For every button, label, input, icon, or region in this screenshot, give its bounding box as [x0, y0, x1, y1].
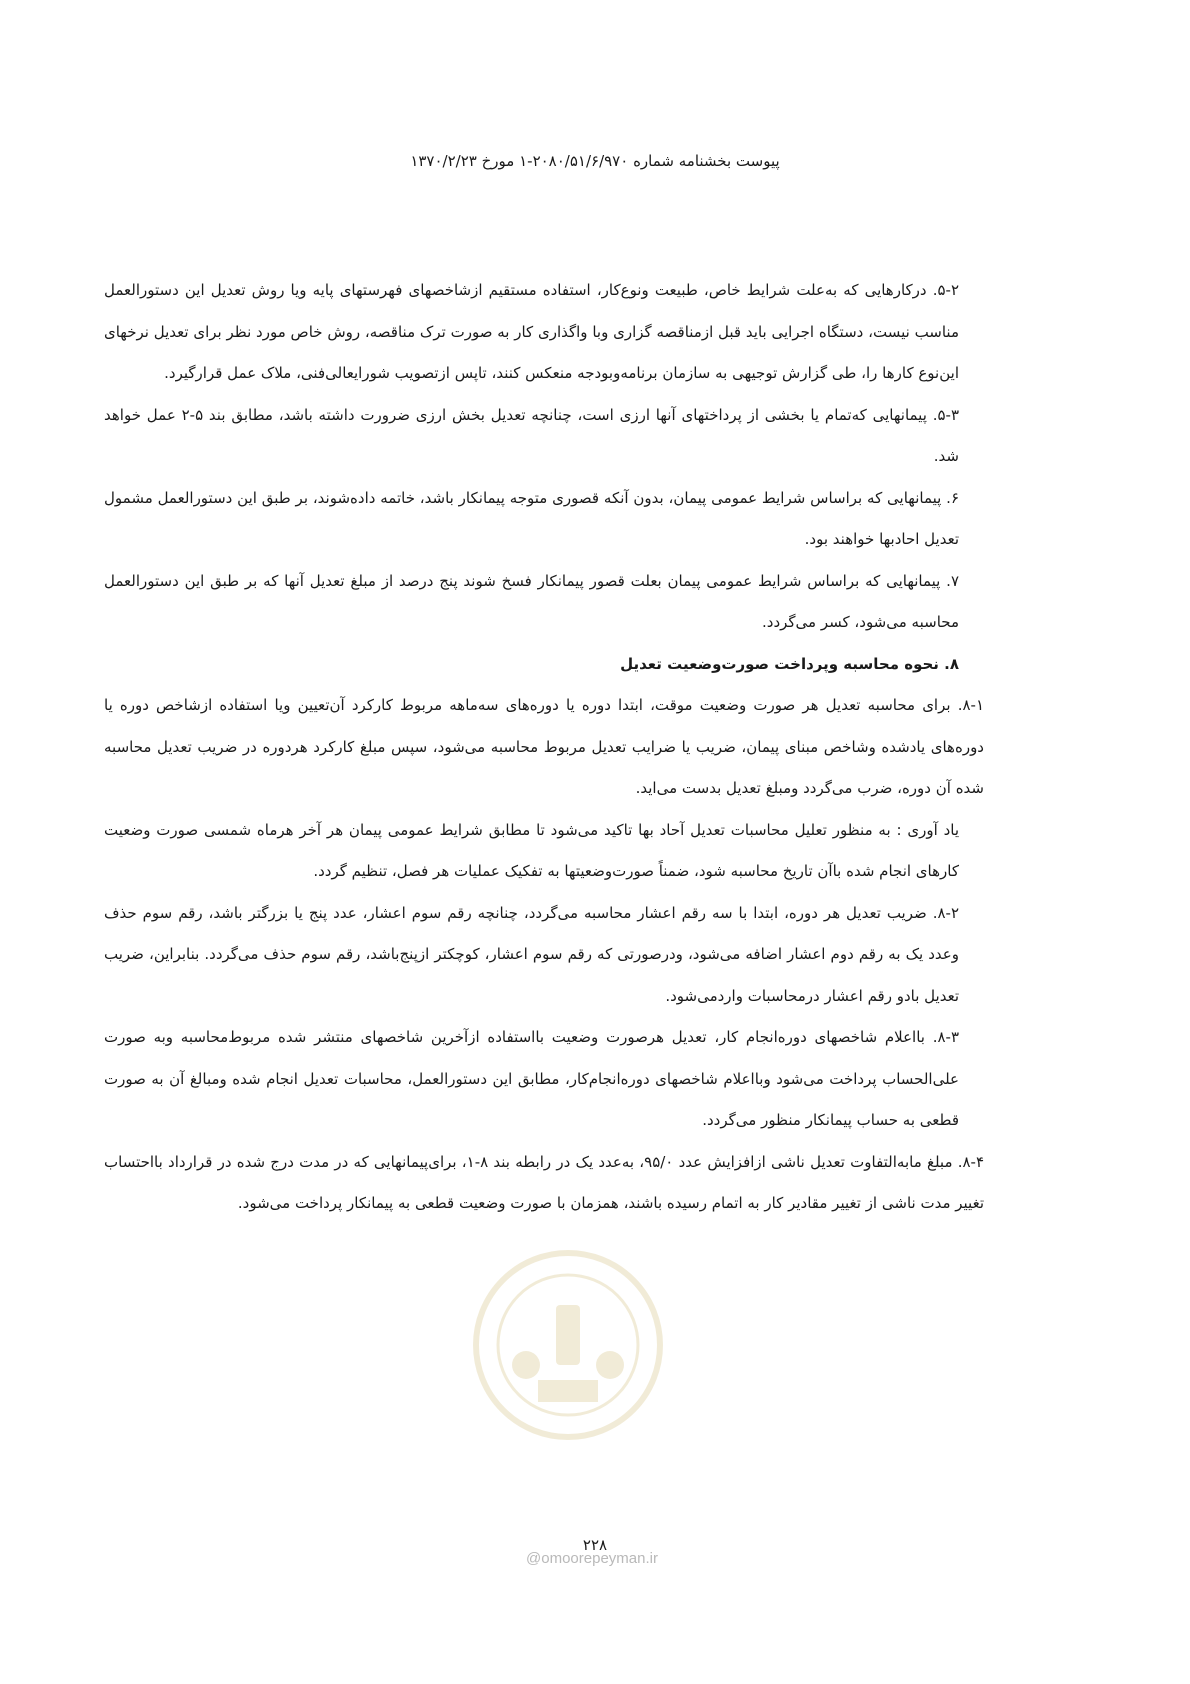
document-body: [104, 270, 984, 1225]
reminder-note: یاد آوری : به منظور تعلیل محاسبات تعدیل آحاد بها تاکید می‌شود تا مطابق شرایط عمومی پیمان هر آخر هرماه شمسی صورت وضعیت کارهای انجام شده باآن تاریخ محاسبه شود، ضمناً صورت‌وضعیتها به تفکیک عملیات هر فصل، تنظیم گردد.: [104, 820, 959, 880]
section-heading-8: ۸. نحوه محاسبه وپرداخت صورت‌وضعیت تعدیل: [620, 654, 959, 673]
page-number: ۲۲۸: [582, 1536, 608, 1554]
paragraph-8-3: ۸-۳. بااعلام شاخصهای دوره‌انجام کار، تعدیل هرصورت وضعیت بااستفاده ازآخرین شاخصهای منتشر شده مربوط‌محاسبه وبه صورت علی‌الحساب پرداخت می‌شود وبااعلام شاخصهای دوره‌انجام‌کار، مطابق این دستورالعمل، محاسبات تعدیل انجام شده ومبالغ آن به صورت قطعی به حساب پیمانکار منظور می‌گردد.: [104, 1028, 959, 1129]
paragraph-8-1: ۸-۱. برای محاسبه تعدیل هر صورت وضعیت موقت، ابتدا دوره یا دوره‌های سه‌ماهه مربوط کارکرد آن‌تعیین ویا استفاده ازشاخص دوره یا دوره‌های یادشده وشاخص مبنای پیمان، ضریب یا ضرایب تعدیل مربوط محاسبه می‌شود، سپس مبلغ کارکرد هردوره در ضریب تعدیل محاسبه شده آن دوره، ضرب می‌گردد ومبلغ تعدیل بدست می‌اید.: [104, 696, 984, 797]
paragraph-5-2: ۵-۲. درکارهایی که به‌علت شرایط خاص، طبیعت ونوع‌کار، استفاده مستقیم ازشاخصهای فهرستهای پایه ویا روش تعدیل این دستورالعمل مناسب نیست، دستگاه اجرایی باید قبل ازمناقصه گزاری وبا واگذاری کار به صورت ترک مناقصه، روش خاص مورد نظر برای تعدیل نرخهای این‌نوع کارها را، طی گزارش توجیهی به سازمان برنامه‌وبودجه منعکس کنند، تاپس ازتصویب شورایعالی‌فنی، ملاک عمل قرارگیرد.: [104, 281, 959, 382]
paragraph-5-3: ۵-۳. پیمانهایی که‌تمام یا بخشی از پرداختهای آنها ارزی است، چنانچه تعدیل بخش ارزی ضرورت داشته باشد، مطابق بند ۵-۲ عمل خواهد شد.: [104, 405, 959, 465]
watermark-seal-icon: [468, 1245, 668, 1445]
watermark-url: @omoorepeyman.ir: [526, 1550, 658, 1567]
paragraph-8-4: ۸-۴. مبلغ مابه‌التفاوت تعدیل ناشی ازافزایش عدد ۹۵/۰، به‌عدد یک در رابطه بند ۸-۱، برای‌پیمانهایی که در مدت درج شده در قرارداد بااحتساب تغییر مدت ناشی از تغییر مقادیر کار به اتمام رسیده باشند، همزمان با صورت وضعیت قطعی به پیمانکار پرداخت می‌شود.: [104, 1152, 984, 1212]
paragraph-7: ۷. پیمانهایی که براساس شرایط عمومی پیمان بعلت قصور پیمانکار فسخ شوند پنج درصد از مبلغ تعدیل آنها که بر طبق این دستورالعمل محاسبه می‌شود، کسر می‌گردد.: [104, 571, 959, 631]
document-header: پیوست بخشنامه شماره ۲۰۸۰/۵۱/۶/۹۷۰-۱ مورخ ۱۳۷۰/۲/۲۳: [410, 152, 780, 170]
paragraph-8-2: ۸-۲. ضریب تعدیل هر دوره، ابتدا با سه رقم اعشار محاسبه می‌گردد، چنانچه رقم سوم اعشار، عدد پنج یا بزرگتر باشد، رقم سوم حذف وعدد یک به رقم دوم اعشار اضافه می‌شود، ودرصورتی که رقم سوم اعشار، کوچکتر ازپنج‌باشد، رقم سوم حذف می‌گردد. بنابراین، ضریب تعدیل بادو رقم اعشار درمحاسبات واردمی‌شود.: [104, 903, 959, 1005]
paragraph-6: ۶. پیمانهایی که براساس شرایط عمومی پیمان، بدون آنکه قصوری متوجه پیمانکار باشد، خاتمه داده‌شوند، بر طبق این دستورالعمل مشمول تعدیل احادبها خواهند بود.: [104, 488, 959, 548]
